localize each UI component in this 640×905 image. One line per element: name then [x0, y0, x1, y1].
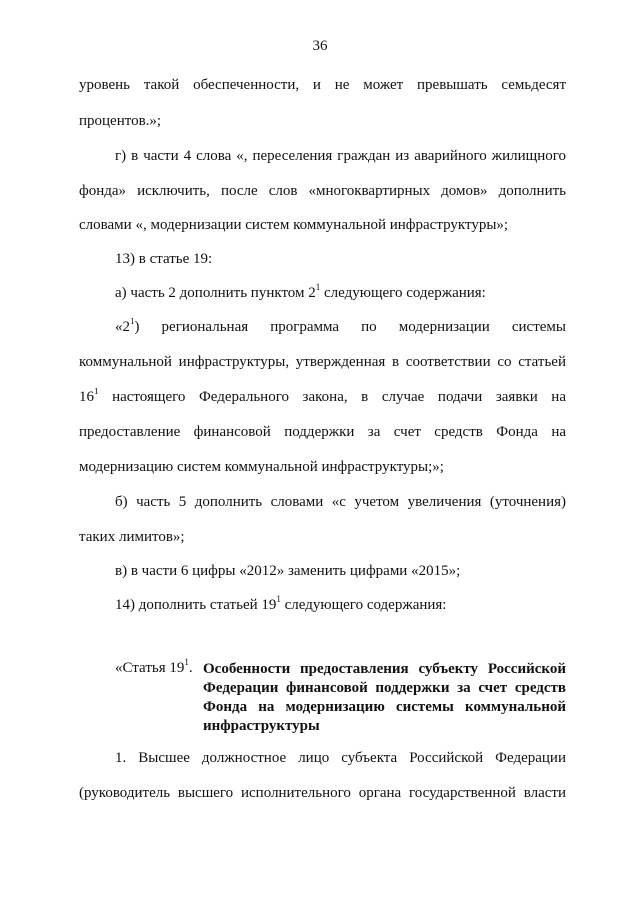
text-segment: ) региональная программа по модернизации системы — [134, 319, 566, 335]
article-title-line: инфраструктуры — [203, 718, 320, 734]
article-title-line: Фонда на модернизацию системы коммунальной — [203, 699, 566, 715]
text-segment: «2 — [115, 319, 130, 335]
text-segment: а) часть 2 дополнить пунктом 2 — [115, 285, 316, 301]
text-line — [115, 318, 566, 336]
page-number: 36 — [312, 38, 328, 54]
text-line: (руководитель высшего исполнительного органа государственной власти — [79, 785, 566, 801]
text-line: фонда» исключить, после слов «многоквартирных домов» дополнить — [79, 183, 566, 199]
text-line: в) в части 6 цифры «2012» заменить цифрами «2015»; — [115, 563, 461, 579]
text-segment: 14) дополнить статьей 19 — [115, 597, 277, 613]
text-line — [115, 284, 486, 302]
text-line: б) часть 5 дополнить словами «с учетом увеличения (уточнения) — [115, 494, 566, 510]
superscript: 1 — [184, 657, 189, 667]
text-line: словами «, модернизации систем коммунальной инфраструктуры»; — [79, 217, 509, 233]
article-label — [115, 657, 193, 677]
text-line: таких лимитов»; — [79, 529, 185, 545]
text-segment: . — [188, 660, 193, 676]
text-line: процентов.»; — [79, 113, 162, 129]
superscript: 1 — [276, 594, 281, 604]
text-line: модернизацию систем коммунальной инфраструктуры;»; — [79, 459, 444, 475]
superscript: 1 — [94, 388, 99, 396]
text-line: коммунальной инфраструктуры, утвержденная в соответствии со статьей — [79, 354, 566, 370]
text-line: предоставление финансовой поддержки за счет средств Фонда на — [79, 424, 566, 440]
text-line — [115, 596, 446, 614]
article-title-line: Особенности предоставления субъекту Российской — [203, 661, 566, 677]
text-line: уровень такой обеспеченности, и не может превышать семьдесят — [79, 77, 566, 93]
text-line: г) в части 4 слова «, переселения граждан из аварийного жилищного — [115, 148, 566, 164]
text-segment: следующего содержания: — [320, 285, 486, 301]
text-segment: настоящего Федерального закона, в случае подачи заявки на — [98, 389, 566, 405]
text-segment: следующего содержания: — [280, 597, 447, 613]
text-segment: 16 — [79, 389, 94, 405]
text-segment: «Статья 19 — [115, 660, 185, 676]
superscript: 1 — [315, 282, 321, 292]
text-line — [79, 388, 566, 406]
article-title-line: Федерации финансовой поддержки за счет средств — [203, 680, 566, 696]
superscript: 1 — [130, 318, 135, 326]
text-line: 1. Высшее должностное лицо субъекта Российской Федерации — [115, 750, 566, 766]
text-line: 13) в статье 19: — [115, 251, 213, 267]
article-title — [203, 660, 566, 736]
